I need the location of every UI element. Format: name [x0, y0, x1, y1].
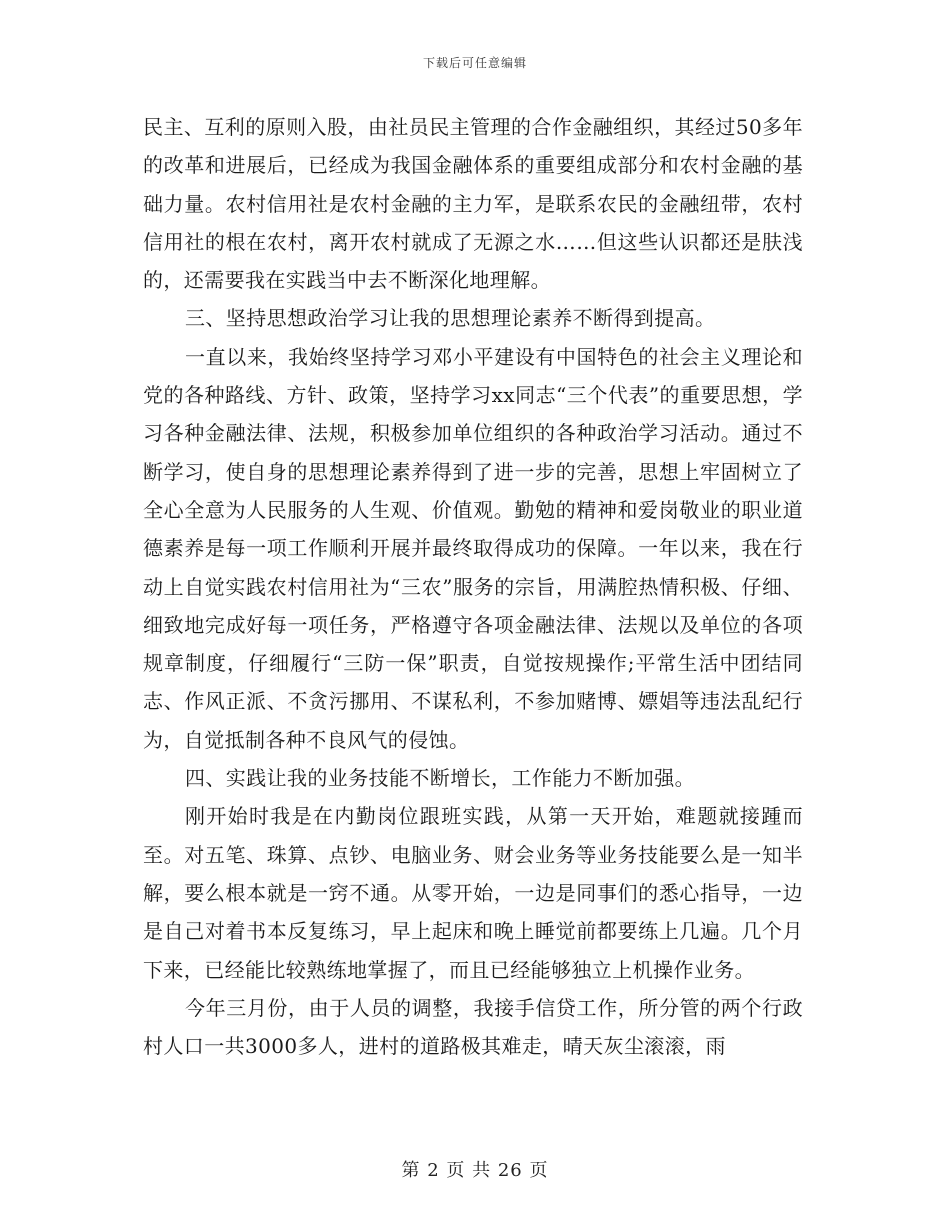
page-footer [0, 1156, 950, 1182]
paragraph-skills-practice: 刚开始时我是在内勤岗位跟班实践，从第一天开始，难题就接踵而至。对五笔、珠算、点钞、电脑业务、财会业务等业务技能要么是一知半解，要么根本就是一窍不通。从零开始，一边是同事们的悉心指导，一边是自己对着书本反复练习，早上起床和晚上睡觉前都要练上几遍。几个月下来，已经能比较熟练地掌握了，而且已经能够独立上机操作业务。 [143, 804, 803, 982]
paragraph-political-study: 一直以来，我始终坚持学习邓小平建设有中国特色的社会主义理论和党的各种路线、方针、政策，坚持学习xx同志“三个代表”的重要思想，学习各种金融法律、法规，积极参加单位组织的各种政治学习活动。通过不断学习，使自身的思想理论素养得到了进一步的完善，思想上牢固树立了全心全意为人民服务的人生观、价值观。勤勉的精神和爱岗敬业的职业道德素养是每一项工作顺利开展并最终取得成功的保障。一年以来，我在行动上自觉实践农村信用社为“三农”服务的宗旨，用满腔热情积极、仔细、细致地完成好每一项任务，严格遵守各项金融法律、法规以及单位的各项规章制度，仔细履行“三防一保”职责，自觉按规操作;平常生活中团结同志、作风正派、不贪污挪用、不谋私利，不参加赌博、嫖娼等违法乱纪行为，自觉抵制各种不良风气的侵蚀。 [143, 344, 803, 752]
paragraph-credit-work: 今年三月份，由于人员的调整，我接手信贷工作，所分管的两个行政村人口一共3000多人，进村的道路极其难走，晴天灰尘滚滚，雨 [143, 995, 803, 1059]
page-number: 第 2 页 共 26 页 [401, 1160, 549, 1181]
header-text: 下载后可任意编辑 [422, 56, 527, 70]
section-heading-3: 三、坚持思想政治学习让我的思想理论素养不断得到提高。 [185, 306, 716, 331]
document-body [143, 108, 803, 1065]
section-heading-4: 四、实践让我的业务技能不断增长，工作能力不断加强。 [185, 766, 695, 791]
page-header [0, 54, 950, 71]
paragraph-continuation: 民主、互利的原则入股，由社员民主管理的合作金融组织，其经过50多年的改革和进展后，已经成为我国金融体系的重要组成部分和农村金融的基础力量。农村信用社是农村金融的主力军，是联系农民的金融纽带，农村信用社的根在农村，离开农村就成了无源之水……但这些认识都还是肤浅的，还需要我在实践当中去不断深化地理解。 [143, 115, 803, 293]
